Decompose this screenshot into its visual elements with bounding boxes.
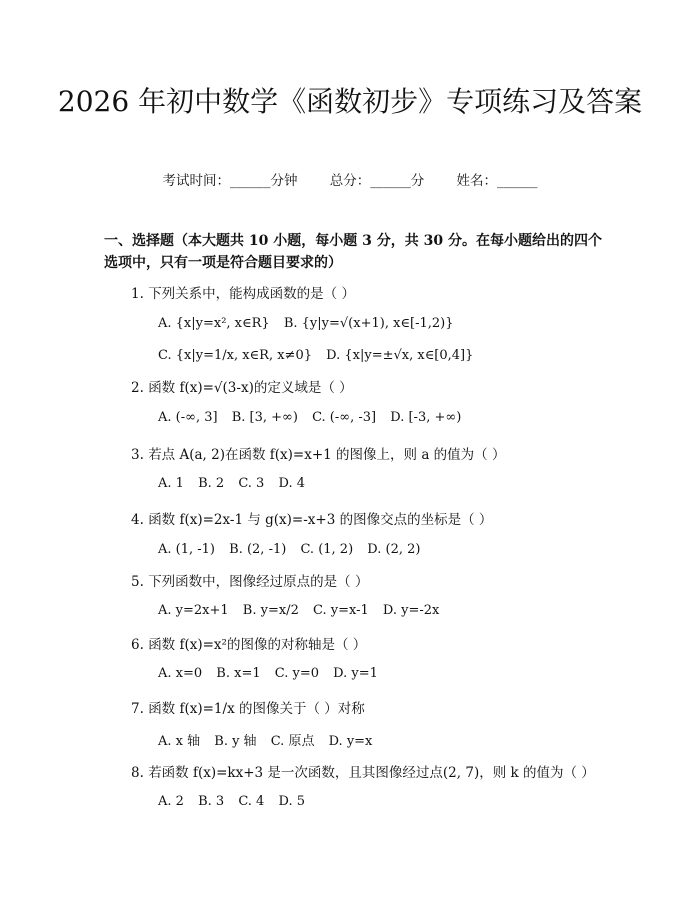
exam-info	[0, 169, 700, 189]
option-b: B. [3, +∞)	[231, 410, 298, 425]
question-text: 若点 A(a, 2)在函数 f(x)=x+1 的图像上，则 a 的值为（ ）	[148, 447, 506, 463]
option-c: C. y=x-1	[312, 603, 369, 618]
question-text: 函数 f(x)=1/x 的图像关于（ ）对称	[148, 701, 365, 717]
option-b: B. 2	[198, 476, 225, 491]
question-number: 5.	[131, 574, 144, 590]
option-a: A. x=0	[158, 666, 203, 681]
option-a: A. y=2x+1	[158, 603, 229, 618]
question-number: 1.	[131, 286, 144, 302]
option-c: C. {x|y=1/x, x∈R, x≠0}	[158, 348, 312, 363]
question-text: 函数 f(x)=√(3-x)的定义域是（ ）	[148, 380, 353, 396]
option-a: A. (-∞, 3]	[158, 410, 218, 425]
question-1-options-row-2	[158, 348, 483, 363]
option-b: B. 3	[198, 794, 225, 809]
question-7	[131, 697, 365, 717]
option-a: A. 2	[158, 794, 184, 809]
question-5	[131, 570, 368, 590]
option-d: D. (2, 2)	[367, 542, 421, 557]
question-number: 3.	[131, 447, 144, 463]
option-a: A. (1, -1)	[158, 542, 215, 557]
option-d: D. y=1	[333, 666, 378, 681]
question-7-options	[158, 730, 382, 749]
option-c: C. y=0	[274, 666, 320, 681]
option-d: D. y=x	[328, 734, 373, 749]
question-number: 2.	[131, 380, 144, 396]
question-4	[131, 508, 492, 528]
option-b: B. (2, -1)	[229, 542, 287, 557]
question-number: 8.	[131, 765, 144, 781]
question-text: 下列函数中，图像经过原点的是（ ）	[148, 574, 369, 590]
option-c: C. (1, 2)	[300, 542, 354, 557]
option-a: A. 1	[158, 476, 184, 491]
question-number: 4.	[131, 512, 144, 528]
option-b: B. y=x/2	[242, 603, 299, 618]
question-8-options	[158, 794, 315, 809]
option-a: A. {x|y=x², x∈R}	[158, 316, 270, 331]
question-3-options	[158, 476, 315, 491]
page-title: 2026 年初中数学《函数初步》专项练习及答案	[57, 85, 643, 118]
option-d: D. y=-2x	[382, 603, 440, 618]
question-5-options	[158, 603, 449, 618]
exam-name: 姓名：______	[456, 173, 538, 189]
option-c: C. (-∞, -3]	[312, 410, 377, 425]
question-6-options	[158, 666, 388, 681]
question-4-options	[158, 542, 430, 557]
question-text: 函数 f(x)=2x-1 与 g(x)=-x+3 的图像交点的坐标是（ ）	[148, 512, 493, 528]
option-d: D. 4	[278, 476, 305, 491]
option-b: B. y 轴	[214, 734, 257, 749]
option-b: B. {y|y=√(x+1), x∈[-1,2)}	[283, 316, 454, 331]
question-3	[131, 443, 505, 463]
option-d: D. [-3, +∞)	[390, 410, 462, 425]
option-c: C. 4	[238, 794, 265, 809]
option-a: A. x 轴	[158, 734, 201, 749]
exam-time: 考试时间：______分钟	[162, 173, 298, 189]
section-heading: 一、选择题（本大题共 10 小题，每小题 3 分，共 30 分。在每小题给出的四个选项中，只有一项是符合题目要求的）	[104, 233, 602, 271]
question-text: 下列关系中，能构成函数的是（ ）	[148, 286, 355, 302]
question-1	[131, 282, 355, 302]
option-c: C. 3	[238, 476, 265, 491]
question-2-options	[158, 410, 471, 425]
question-1-options-row-1	[158, 316, 464, 331]
question-text: 函数 f(x)=x²的图像的对称轴是（ ）	[148, 637, 367, 653]
option-d: D. {x|y=±√x, x∈[0,4]}	[326, 348, 474, 363]
option-b: B. x=1	[216, 666, 261, 681]
question-8	[131, 761, 595, 781]
question-text: 若函数 f(x)=kx+3 是一次函数，且其图像经过点(2, 7)，则 k 的值为（ ）	[148, 765, 595, 781]
question-2	[131, 376, 353, 396]
question-number: 7.	[131, 701, 144, 717]
exam-score: 总分：______分	[329, 173, 425, 189]
option-d: D. 5	[278, 794, 305, 809]
question-number: 6.	[131, 637, 144, 653]
option-c: C. 原点	[270, 734, 315, 749]
question-6	[131, 633, 366, 653]
